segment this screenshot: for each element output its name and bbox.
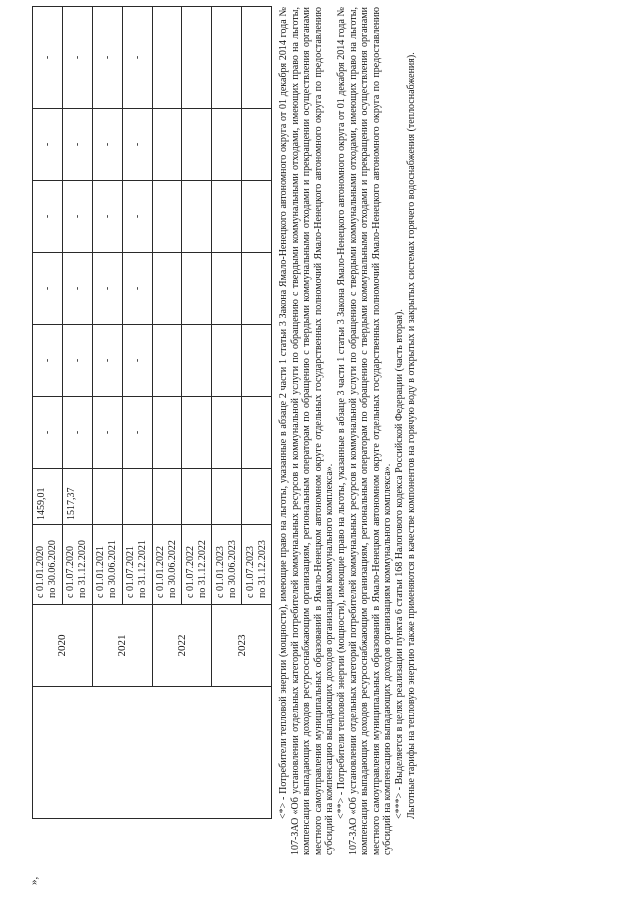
footnotes xyxy=(278,7,417,855)
dash-cell: - xyxy=(33,397,63,469)
dash-cell: - xyxy=(92,397,122,469)
dash-cell xyxy=(182,109,212,181)
dash-cell xyxy=(182,181,212,253)
footnote-3: <***> - Выделяется в целях реализации пункта 6 статьи 168 Налогового кодекса Российской Федерации (часть вторая). xyxy=(393,309,405,819)
dash-cell: - xyxy=(92,253,122,325)
period-cell: с 01.01.2022 по 30.06.2022 xyxy=(152,525,182,605)
period-cell: с 01.07.2023 по 31.12.2023 xyxy=(242,525,272,605)
dash-cell xyxy=(152,7,182,109)
value-cell xyxy=(212,469,242,525)
dash-cell xyxy=(212,181,242,253)
dash-cell: - xyxy=(122,181,152,253)
dash-cell: - xyxy=(62,181,92,253)
dash-cell: - xyxy=(92,325,122,397)
dash-cell: - xyxy=(62,253,92,325)
footnote-2: <**> - Потребители тепловой энергии (мощности), имеющие право на льготы, указанные в абзаце 3 части 1 статьи 3 Закона Ямало-Ненецкого автономного округа от 01 декабря 2014 года № 107-ЗАО «Об установлении отдельных категорий потребителей коммунальных ресурсов и коммунальной услуги по обращению с твердыми коммунальными отходами, имеющих право на льготы, компенсации выпадающих доходов ресурсоснабжающим организациям, региональным операторам по обращению с твердыми коммунальными отходами и прекращении осуществления органами местного самоуправления муниципальных образований в Ямало-Ненецком автономном округе отдельных государственных полномочий Ямало-Ненецкого автономного округа по предоставлению субсидий на компенсацию выпадающих доходов организациям коммунального комплекса». xyxy=(335,7,394,855)
dash-cell: - xyxy=(62,7,92,109)
period-cell: с 01.07.2021 по 31.12.2021 xyxy=(122,525,152,605)
dash-cell: - xyxy=(33,253,63,325)
dash-cell: - xyxy=(122,7,152,109)
dash-cell xyxy=(182,7,212,109)
dash-cell xyxy=(212,7,242,109)
period-cell: с 01.07.2020 по 31.12.2020 xyxy=(62,525,92,605)
value-cell xyxy=(152,469,182,525)
period-cell: с 01.01.2021 по 30.06.2021 xyxy=(92,525,122,605)
dash-cell xyxy=(212,325,242,397)
dash-cell: - xyxy=(62,397,92,469)
dash-cell xyxy=(242,7,272,109)
period-cell: с 01.01.2023 по 30.06.2023 xyxy=(212,525,242,605)
dash-cell: - xyxy=(62,325,92,397)
dash-cell: - xyxy=(92,181,122,253)
year-cell: 2023 xyxy=(212,605,272,687)
value-cell xyxy=(182,469,212,525)
year-cell: 2022 xyxy=(152,605,212,687)
dash-cell xyxy=(182,397,212,469)
dash-cell xyxy=(242,181,272,253)
dash-cell xyxy=(242,253,272,325)
dash-cell xyxy=(212,397,242,469)
dash-cell: - xyxy=(122,325,152,397)
year-cell: 2021 xyxy=(92,605,152,687)
dash-cell: - xyxy=(122,253,152,325)
dash-cell: - xyxy=(92,7,122,109)
dash-cell xyxy=(152,109,182,181)
period-cell: с 01.07.2022 по 31.12.2022 xyxy=(182,525,212,605)
dash-cell: - xyxy=(92,109,122,181)
dash-cell xyxy=(152,181,182,253)
dash-cell: - xyxy=(33,109,63,181)
value-cell xyxy=(122,469,152,525)
value-cell xyxy=(92,469,122,525)
dash-cell: - xyxy=(33,181,63,253)
table-row xyxy=(33,7,63,819)
dash-cell: - xyxy=(33,7,63,109)
dash-cell xyxy=(152,325,182,397)
page-mark: », xyxy=(28,876,40,885)
dash-cell xyxy=(152,397,182,469)
dash-cell xyxy=(242,325,272,397)
dash-cell: - xyxy=(62,109,92,181)
dash-cell xyxy=(152,253,182,325)
tariff-table-body xyxy=(33,7,272,819)
value-cell xyxy=(242,469,272,525)
dash-cell xyxy=(212,253,242,325)
value-cell: 1517,37 xyxy=(62,469,92,525)
blank-column-cell xyxy=(33,687,272,819)
dash-cell xyxy=(212,109,242,181)
value-cell: 1459,01 xyxy=(33,469,63,525)
dash-cell xyxy=(182,253,212,325)
dash-cell: - xyxy=(33,325,63,397)
footnote-4: Льготные тарифы на тепловую энергию также применяются в качестве компонентов на горячую воду в открытых и закрытых системах горячего водоснабжения (теплоснабжения). xyxy=(405,52,417,819)
dash-cell xyxy=(242,397,272,469)
dash-cell xyxy=(182,325,212,397)
footnote-1: <*> - Потребители тепловой энергии (мощности), имеющие право на льготы, указанные в абзаце 2 части 1 статьи 3 Закона Ямало-Ненецкого автономного округа от 01 декабря 2014 года № 107-ЗАО «Об установлении отдельных категорий потребителей коммунальных ресурсов и коммунальной услуги по обращению с твердыми коммунальными отходами, имеющих право на льготы, компенсации выпадающих доходов ресурсоснабжающим организациям, региональным операторам по обращению с твердыми коммунальными отходами и прекращении осуществления органами местного самоуправления муниципальных образований в Ямало-Ненецком автономном округе отдельных государственных полномочий Ямало-Ненецкого автономного округа по предоставлению субсидий на компенсацию выпадающих доходов организациям коммунального комплекса». xyxy=(278,7,336,855)
dash-cell: - xyxy=(122,109,152,181)
dash-cell: - xyxy=(122,397,152,469)
tariff-table xyxy=(32,6,272,819)
dash-cell xyxy=(242,109,272,181)
year-cell: 2020 xyxy=(33,605,93,687)
period-cell: с 01.01.2020 по 30.06.2020 xyxy=(33,525,63,605)
